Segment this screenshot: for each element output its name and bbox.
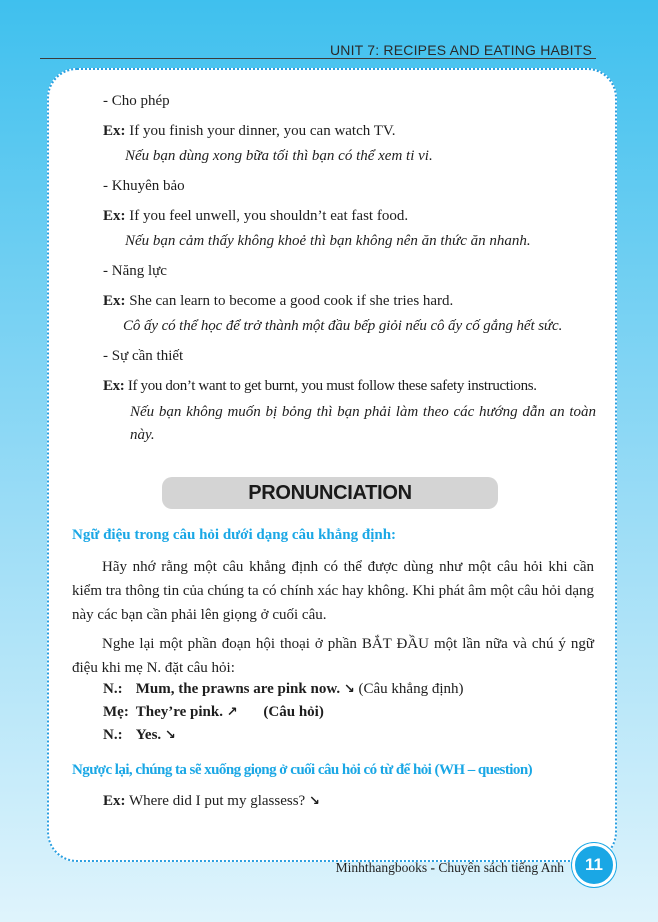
example-sentence [103,121,396,141]
dialogue-text: Yes. [135,727,162,743]
dialogue-line [103,725,176,746]
example-text: If you finish your dinner, you can watch TV. [125,123,396,139]
dialogue-text: Mum, the prawns are pink now. [135,681,341,697]
publisher-name: Minhthangbooks [335,860,428,875]
dialogue-line [103,702,324,723]
wh-question-heading: Ngược lại, chúng ta sẽ xuống giọng ở cuối câu hỏi có từ để hỏi (WH – question) [72,762,533,778]
dialogue-speaker: N.: [103,727,123,743]
falling-intonation-icon: ↘ [343,682,355,697]
instruction-paragraph: Nghe lại một phần đoạn hội thoại ở phần BẮT ĐẦU một lần nữa và chú ý ngữ điệu khi mẹ N. đặt câu hỏi: [72,636,594,676]
falling-intonation-icon: ↘ [308,794,320,809]
publisher-tagline: Chuyên sách tiếng Anh [438,860,564,875]
example-sentence [103,291,453,311]
rising-intonation-icon: ↗ [226,705,238,720]
header-rule [40,58,596,59]
example-text: If you feel unwell, you shouldn’t eat fast food. [125,208,409,224]
footer-publisher-line [336,860,564,876]
translation: Nếu bạn cảm thấy không khoẻ thì bạn không nên ăn thức ăn nhanh. [125,233,531,249]
wh-example [103,791,320,812]
translation: Cô ấy có thể học để trở thành một đầu bếp giỏi nếu cô ấy cố gắng hết sức. [123,318,563,334]
translation: Nếu bạn dùng xong bữa tối thì bạn có thể xem ti vi. [125,148,433,164]
dialogue-note: (Câu khẳng định) [358,681,464,697]
unit-title: UNIT 7: RECIPES AND EATING HABITS [329,42,592,58]
falling-intonation-icon: ↘ [164,728,176,743]
dialogue-text: They’re pink. [135,704,223,720]
modal-heading: - Sự cần thiết [103,348,184,364]
example-label: Ex: [103,293,126,309]
example-text: If you don’t want to get burnt, you must follow these safety instructions. [124,378,537,394]
modal-heading: - Khuyên bảo [103,178,185,194]
dialogue-speaker: Mẹ: [103,704,129,720]
translation: Nếu bạn không muốn bị bỏng thì bạn phải làm theo các hướng dẫn an toàn này. [130,404,596,443]
example-text: Where did I put my glassess? [125,793,306,809]
example-label: Ex: [103,793,126,809]
dialogue-note: (Câu hỏi) [263,704,324,720]
example-label: Ex: [103,123,126,139]
modal-heading: - Cho phép [103,93,170,109]
page-number-badge: 11 [572,843,616,887]
intonation-subheading: Ngữ điệu trong câu hỏi dưới dạng câu khẳng định: [72,527,397,543]
example-sentence [103,376,537,396]
example-sentence [103,206,408,226]
example-label: Ex: [103,208,126,224]
example-label: Ex: [103,378,125,394]
example-text: She can learn to become a good cook if she tries hard. [125,293,454,309]
dialogue-speaker: N.: [103,681,123,697]
dialogue-line [103,679,463,700]
modal-heading: - Năng lực [103,263,167,279]
pronunciation-title: PRONUNCIATION [248,482,412,504]
explanation-paragraph: Hãy nhớ rằng một câu khẳng định có thể được dùng như một câu hỏi khi cần kiểm tra thông tin của chúng ta có chính xác hay không. Khi phát âm một câu hỏi dạng này các bạn cần phải lên giọng ở cuối câu. [72,559,594,623]
footer-separator: - [427,860,439,875]
